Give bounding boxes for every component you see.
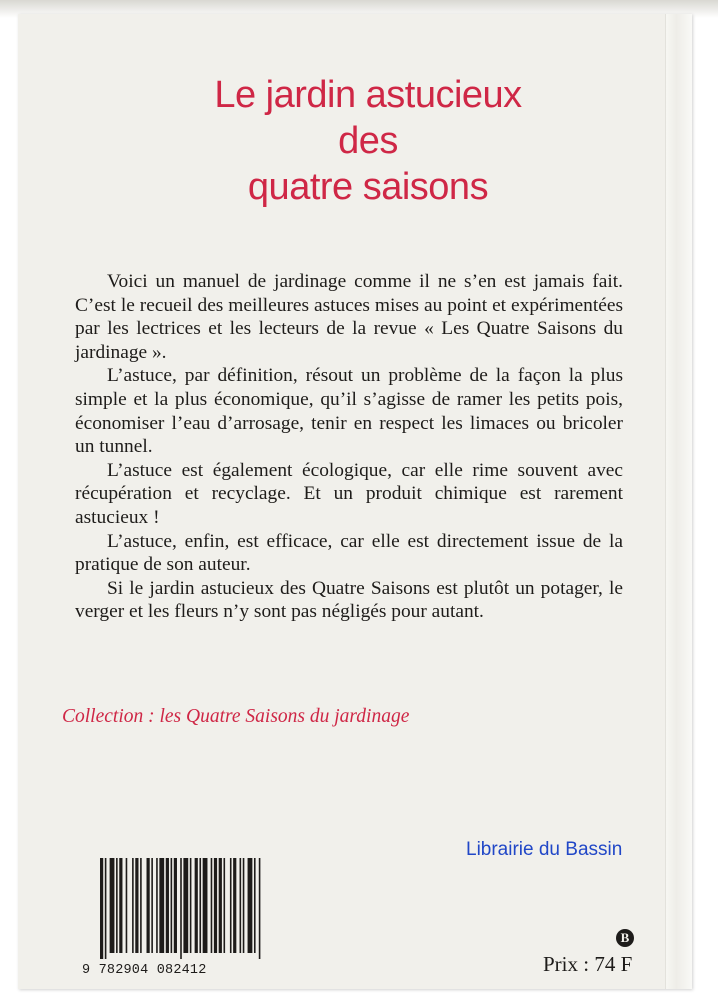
blurb-paragraph-3: L’astuce est également écologique, car elle rime souvent avec récupération et recyclage. Et un produit chimique est rarement astucieux ! xyxy=(75,459,623,528)
barcode-bar xyxy=(105,858,107,959)
barcode-number: 9 782904 082412 xyxy=(82,963,207,978)
cover-spine-edge xyxy=(665,14,692,989)
barcode-bars xyxy=(100,858,262,959)
barcode-bar xyxy=(224,858,226,953)
barcode-bar xyxy=(116,858,118,953)
blurb-paragraph-2: L’astuce, par définition, résout un problème de la façon la plus simple et la plus économique, qu’il s’agisse de ramer les petits pois, économiser l’eau d’arrosage, tenir en respect les limaces ou bricoler un tunnel. xyxy=(75,365,623,458)
price-label: Prix xyxy=(543,952,579,976)
barcode-bar xyxy=(119,858,122,953)
barcode-bar xyxy=(243,858,245,953)
barcode-bar xyxy=(214,858,217,953)
price xyxy=(543,952,632,977)
title-line-3: quatre saisons xyxy=(247,166,489,208)
barcode-bar xyxy=(147,858,150,953)
barcode-bar xyxy=(203,858,208,953)
blurb xyxy=(75,270,623,624)
book-title xyxy=(98,72,638,210)
barcode-bar xyxy=(174,858,177,953)
barcode-bar xyxy=(240,858,242,953)
blurb-paragraph-1: Voici un manuel de jardinage comme il ne s’en est jamais fait. C’est le recueil des meilleures astuces mises au point et expérimentées par les lectrices et les lecteurs de la revue « Les Quatre Saisons du jardinage ». xyxy=(75,271,623,363)
barcode-bar xyxy=(190,858,192,953)
publisher-logo-icon: B xyxy=(616,929,634,947)
isbn-barcode xyxy=(82,858,264,994)
blurb-paragraph-4: L’astuce, enfin, est efficace, car elle est directement issue de la pratique de son auteur. xyxy=(75,530,623,576)
price-value: 74 F xyxy=(594,952,633,976)
barcode-bar xyxy=(195,858,198,953)
barcode-bar xyxy=(151,858,153,953)
barcode-bar xyxy=(254,858,256,953)
barcode-bar xyxy=(259,858,261,959)
barcode-bar xyxy=(156,858,158,953)
barcode-bar xyxy=(159,858,164,953)
barcode-bar xyxy=(126,858,128,953)
barcode-bar xyxy=(135,858,138,953)
price-separator: : xyxy=(578,952,595,976)
barcode-bar xyxy=(211,858,213,953)
title-line-2: des xyxy=(338,120,398,162)
book-back-cover xyxy=(18,14,692,989)
blurb-paragraph-5: Si le jardin astucieux des Quatre Saisons est plutôt un potager, le verger et les fleurs n’y sont pas négligés pour autant. xyxy=(75,577,623,623)
barcode-bar xyxy=(219,858,222,953)
barcode-bar xyxy=(166,858,169,953)
bookseller-stamp: Librairie du Bassin xyxy=(466,839,623,860)
barcode-bar xyxy=(233,858,236,953)
barcode-bar xyxy=(180,858,182,959)
barcode-bar xyxy=(248,858,253,953)
barcode-bar xyxy=(132,858,134,953)
barcode-bar xyxy=(199,858,201,953)
barcode-bar xyxy=(183,858,188,953)
title-line-1: Le jardin astucieux xyxy=(214,74,522,116)
barcode-bar xyxy=(171,858,173,953)
barcode-bar xyxy=(230,858,232,953)
collection-name: Collection : les Quatre Saisons du jardinage xyxy=(62,706,410,727)
barcode-bar xyxy=(140,858,142,953)
barcode-bar xyxy=(100,858,103,959)
barcode-bar xyxy=(110,858,115,953)
